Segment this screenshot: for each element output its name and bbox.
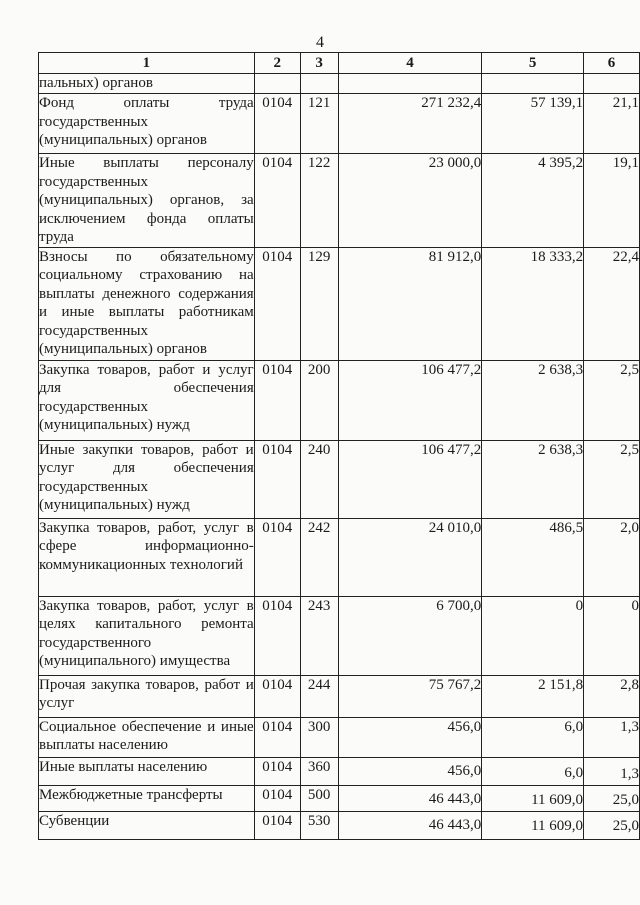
column-header: 2 <box>254 53 300 74</box>
expense-type-code: 200 <box>300 360 338 440</box>
row-name: Субвенции <box>39 811 255 839</box>
section-code: 0104 <box>254 154 300 248</box>
section-code: 0104 <box>254 785 300 811</box>
plan-value: 456,0 <box>338 757 482 785</box>
execution-value: 11 609,0 <box>482 811 584 839</box>
table-row <box>39 440 640 518</box>
row-name: Взносы по обязательному социальному страхованию на выплаты денежного содержания и иные выплаты работникам государственных (муниципальных) органов <box>39 247 255 360</box>
row-name: Иные выплаты персоналу государственных (муниципальных) органов, за исключением фонда оплаты труда <box>39 155 254 245</box>
percent-value: 19,1 <box>584 154 640 248</box>
table-row <box>39 757 640 785</box>
plan-value: 456,0 <box>338 717 482 757</box>
header-row <box>39 53 640 74</box>
section-code: 0104 <box>254 757 300 785</box>
row-name: пальных) органов <box>39 74 255 94</box>
column-header: 5 <box>482 53 584 74</box>
execution-value: 6,0 <box>482 717 584 757</box>
percent-value: 22,4 <box>584 247 640 360</box>
expense-type-code: 240 <box>300 440 338 518</box>
row-name: Иные выплаты населению <box>39 757 255 785</box>
table-row <box>39 360 640 440</box>
expense-type-code: 244 <box>300 675 338 717</box>
section-code: 0104 <box>254 675 300 717</box>
plan-value: 46 443,0 <box>338 785 482 811</box>
table-row <box>39 675 640 717</box>
plan-value: 81 912,0 <box>338 247 482 360</box>
plan-value: 24 010,0 <box>338 518 482 596</box>
execution-value: 4 395,2 <box>482 154 584 248</box>
percent-value: 2,8 <box>584 675 640 717</box>
budget-table <box>38 52 640 840</box>
expense-type-code <box>300 74 338 94</box>
plan-value: 75 767,2 <box>338 675 482 717</box>
table-row <box>39 811 640 839</box>
plan-value: 23 000,0 <box>338 154 482 248</box>
expense-type-code: 242 <box>300 518 338 596</box>
percent-value: 25,0 <box>584 811 640 839</box>
expense-type-code: 122 <box>300 154 338 248</box>
row-name: Закупка товаров, работ, услуг в сфере информационно-коммуникационных технологий <box>39 518 255 596</box>
execution-value <box>482 74 584 94</box>
execution-value: 0 <box>482 596 584 675</box>
table-row <box>39 518 640 596</box>
percent-value: 2,5 <box>584 360 640 440</box>
table-row <box>39 154 640 248</box>
plan-value: 6 700,0 <box>338 596 482 675</box>
column-header: 6 <box>584 53 640 74</box>
row-name: Межбюджетные трансферты <box>39 785 255 811</box>
expense-type-code: 243 <box>300 596 338 675</box>
execution-value: 18 333,2 <box>482 247 584 360</box>
expense-type-code: 500 <box>300 785 338 811</box>
percent-value: 2,5 <box>584 440 640 518</box>
page-number: 4 <box>316 34 324 51</box>
table-row <box>39 785 640 811</box>
row-name: Социальное обеспечение и иные выплаты населению <box>39 717 255 757</box>
table-row <box>39 74 640 94</box>
column-header: 1 <box>39 53 255 74</box>
percent-value: 0 <box>584 596 640 675</box>
plan-value <box>338 74 482 94</box>
row-name: Прочая закупка товаров, работ и услуг <box>39 675 255 717</box>
plan-value: 271 232,4 <box>338 94 482 154</box>
percent-value: 1,3 <box>584 717 640 757</box>
table-row <box>39 94 640 154</box>
section-code: 0104 <box>254 811 300 839</box>
row-name: Закупка товаров, работ, услуг в целях капитального ремонта государственного (муниципального) имущества <box>39 596 255 675</box>
column-header: 3 <box>300 53 338 74</box>
execution-value: 6,0 <box>482 757 584 785</box>
row-name: Фонд оплаты труда государственных (муниципальных) органов <box>39 94 255 154</box>
percent-value: 25,0 <box>584 785 640 811</box>
expense-type-code: 530 <box>300 811 338 839</box>
percent-value <box>584 74 640 94</box>
plan-value: 106 477,2 <box>338 440 482 518</box>
percent-value: 1,3 <box>584 757 640 785</box>
section-code: 0104 <box>254 247 300 360</box>
section-code <box>254 74 300 94</box>
execution-value: 2 638,3 <box>482 440 584 518</box>
expense-type-code: 121 <box>300 94 338 154</box>
section-code: 0104 <box>254 440 300 518</box>
row-name: Иные закупки товаров, работ и услуг для обеспечения государственных (муниципальных) нужд <box>39 440 255 518</box>
section-code: 0104 <box>254 518 300 596</box>
column-header: 4 <box>338 53 482 74</box>
expense-type-code: 300 <box>300 717 338 757</box>
section-code: 0104 <box>254 596 300 675</box>
section-code: 0104 <box>254 94 300 154</box>
row-name: Закупка товаров, работ и услуг для обеспечения государственных (муниципальных) нужд <box>39 360 255 440</box>
execution-value: 486,5 <box>482 518 584 596</box>
percent-value: 2,0 <box>584 518 640 596</box>
execution-value: 57 139,1 <box>482 94 584 154</box>
expense-type-code: 360 <box>300 757 338 785</box>
table-row <box>39 247 640 360</box>
execution-value: 11 609,0 <box>482 785 584 811</box>
table-row <box>39 596 640 675</box>
percent-value: 21,1 <box>584 94 640 154</box>
expense-type-code: 129 <box>300 247 338 360</box>
section-code: 0104 <box>254 717 300 757</box>
execution-value: 2 638,3 <box>482 360 584 440</box>
execution-value: 2 151,8 <box>482 675 584 717</box>
section-code: 0104 <box>254 360 300 440</box>
plan-value: 106 477,2 <box>338 360 482 440</box>
plan-value: 46 443,0 <box>338 811 482 839</box>
table-row <box>39 717 640 757</box>
